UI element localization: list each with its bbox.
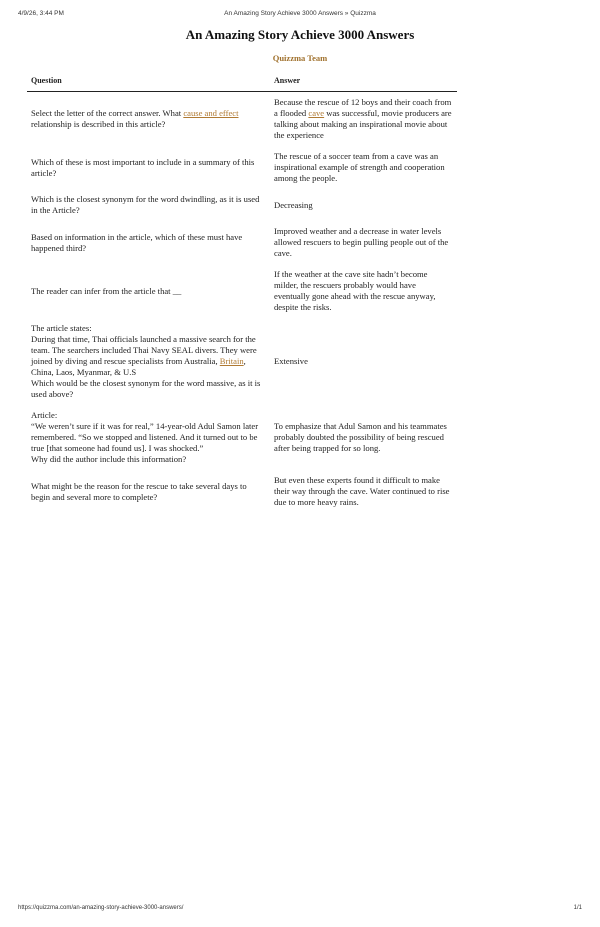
answer-cell: Improved weather and a decrease in water levels allowed rescuers to begin pulling people out of the cave. [274,226,449,258]
print-footer [18,905,582,915]
table-row [27,221,457,264]
question-text: Select the letter of the correct answer. What [31,108,184,118]
column-header-question: Question [27,72,270,92]
answer-text: Because the rescue of 12 boys and their coach from a flooded [274,97,452,118]
page-title: An Amazing Story Achieve 3000 Answers [185,27,415,42]
table-row [27,92,457,147]
answer-cell: But even these experts found it difficult to make their way through the cave. Water continued to rise due to more heavy rains. [274,475,450,507]
question-text: The article states: During that time, Thai officials launched a massive search for the team. The searchers included Thai Navy SEAL divers. They were joined by diving and rescue specialists from Australia, [31,323,257,366]
question-cell: Which is the closest synonym for the word dwindling, as it is used in the Article? [31,194,260,215]
table-header-row [27,72,457,92]
question-cell: Which of these is most important to include in a summary of this article? [31,156,255,178]
print-header [18,10,582,22]
print-page-title: An Amazing Story Achieve 3000 Answers » Quizzma [224,10,376,17]
answer-cell: To emphasize that Adul Samon and his teammates probably doubted the possibility of being rescued after being trapped for so long. [274,421,447,453]
answer-cell: Extensive [274,356,308,366]
qa-table [27,72,457,513]
answer-text: was successful, movie producers are talking about making an inspirational movie about the experience [274,108,452,140]
cave-link[interactable]: cave [308,108,325,118]
question-cell [27,318,270,405]
question-cell: What might be the reason for the rescue to take several days to begin and several more to complete? [31,480,247,502]
question-cell: Based on information in the article, which of these must have happened third? [31,231,243,253]
answer-cell: The rescue of a soccer team from a cave was an inspirational example of strength and cooperation among the people. [274,151,445,183]
table-row [27,405,457,470]
answer-cell: If the weather at the cave site hadn’t become milder, the rescuers probably would have eventually gone ahead with the rescue anyway, despite the risks. [274,269,436,312]
column-header-answer: Answer [270,72,457,92]
print-date: 4/9/26, 3:44 PM [18,10,64,17]
table-row [27,318,457,405]
page-number: 1/1 [573,905,582,911]
question-cell [27,92,270,147]
question-text: , China, Laos, Myanmar, & U.S Which would be the closest synonym for the word massive, as it is used above? [31,356,261,399]
question-text: relationship is described in this article? [31,119,166,129]
question-cell: The reader can infer from the article that __ [31,285,182,296]
table-row [27,146,457,189]
cause-and-effect-link[interactable]: cause and effect [183,108,239,118]
answer-cell [270,92,457,147]
question-cell: Article: “We weren’t sure if it was for real,” 14-year-old Adul Samon later remembered. “So we stopped and listened. And it turned out to be true [that someone had found us]. I was shocked.” Why did the author include this information? [31,410,259,464]
answer-cell: Decreasing [274,199,313,210]
author-link[interactable]: Quizzma Team [272,53,328,63]
table-row [27,470,457,513]
print-url: https://quizzma.com/an-amazing-story-achieve-3000-answers/ [18,905,184,911]
table-row [27,264,457,318]
table-row [27,189,457,221]
britain-link[interactable]: Britain [219,356,244,366]
